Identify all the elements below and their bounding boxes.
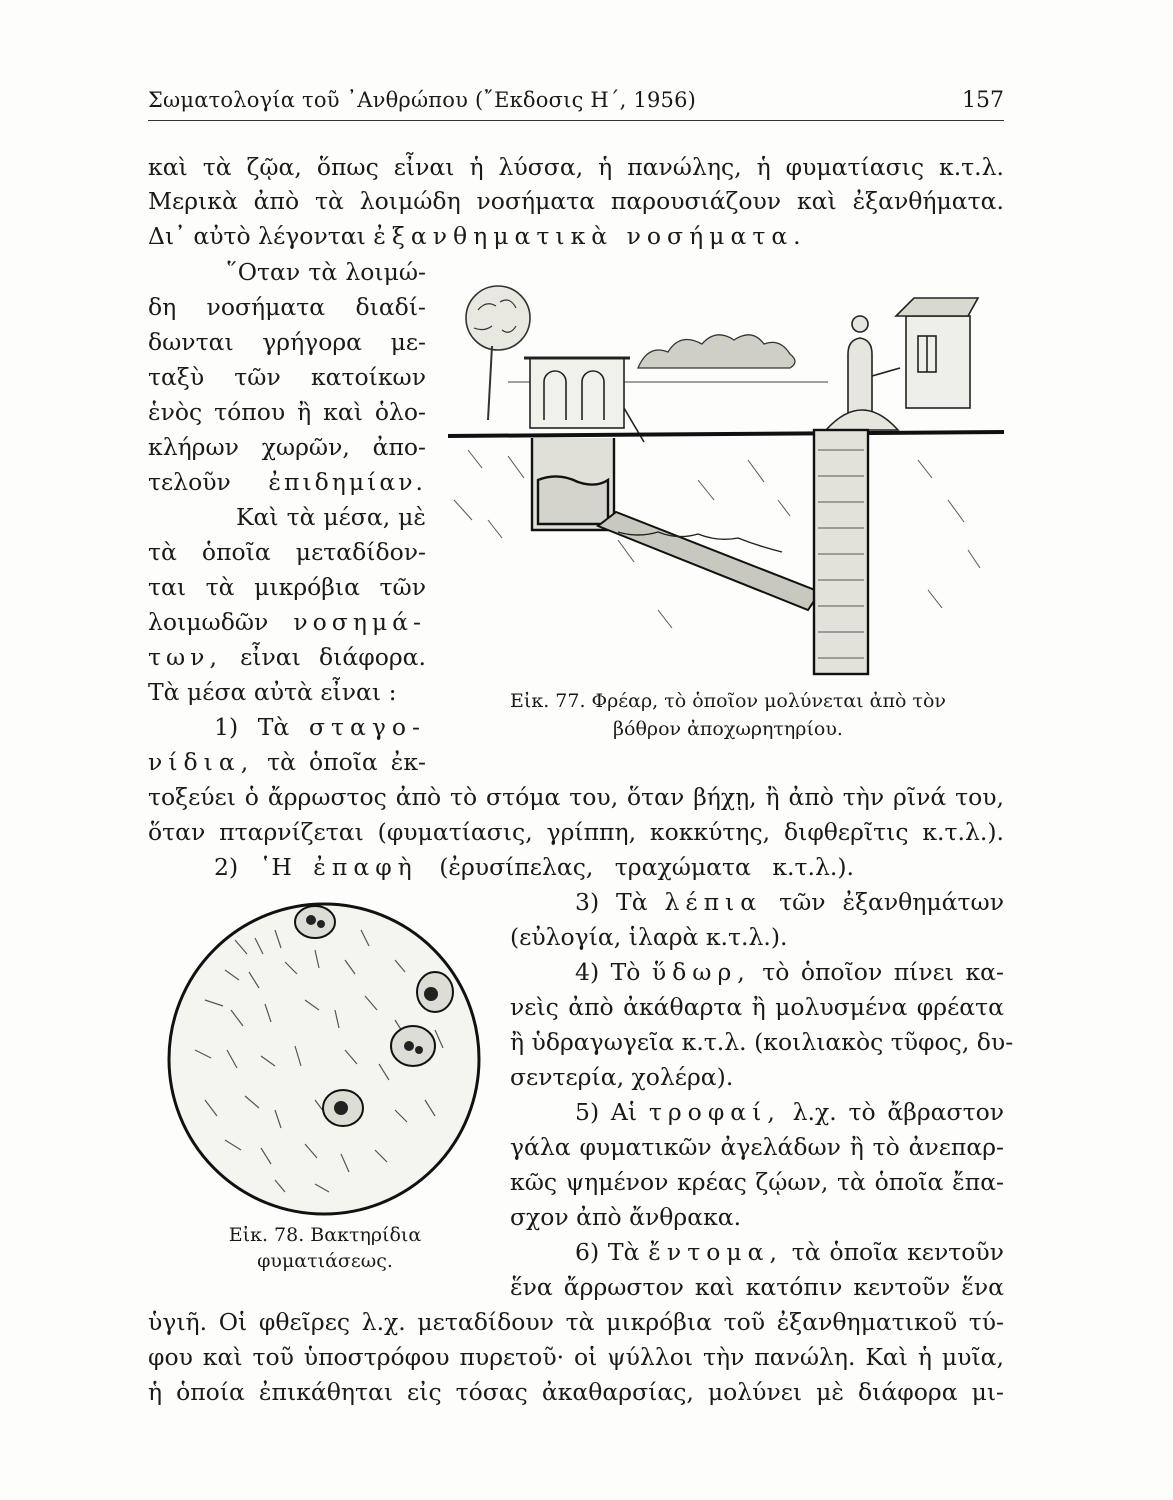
figure-78-caption-line2: φυματιάσεως. [257,1250,393,1272]
text-line: τοξεύει ὁ ἄρρωστος ἀπὸ τὸ στόμα του, ὅταν βήχῃ, ἢ ἀπὸ τὴν ρῖνά του, [148,783,1004,811]
text-line: (εὐλογία, ἱλαρὰ κ.τ.λ.). [510,923,788,951]
text-line: ἡ ὁποία ἐπικάθηται εἰς τόσας ἀκαθαρσίας, μολύνει μὲ διάφορα μι- [148,1378,1004,1406]
spaced-term: λέπια [664,888,763,916]
text-line: κλήρων χωρῶν, ἀπο- [148,433,426,461]
text-line [148,640,426,674]
text-segment: λοιμωδῶν [148,608,269,636]
text-line: καὶ τὰ ζῷα, ὅπως εἶναι ἡ λύσσα, ἡ πανώλης, ἡ φυματίασις κ.τ.λ. [148,153,1004,181]
text-segment: 5) Αἱ [575,1098,638,1126]
text-segment: (ἐρυσίπελας, τραχώματα κ.τ.λ.). [439,853,854,881]
house-drawing [896,298,978,408]
text-line: γάλα φυματικῶν ἀγελάδων ἢ τὸ ἀνεπαρ- [510,1133,1004,1161]
text-line: σεντερία, χολέρα). [510,1063,734,1091]
text-segment: 6) Τὰ [575,1238,640,1266]
pump-drawing [826,316,900,430]
text-line [575,885,1004,919]
text-line: ῞Οταν τὰ λοιμώ- [226,258,426,286]
figure-77-caption-line2: βόθρον ἀποχωρητηρίου. [613,718,843,740]
running-header [148,86,1004,121]
tree-drawing [466,286,530,420]
text-segment: 1) Τὰ [214,713,290,741]
text-line: Καὶ τὰ μέσα, μὲ [236,503,426,531]
ground-surface [448,432,1004,436]
text-line: ταξὺ τῶν κατοίκων [148,363,426,391]
text-segment: τὰ ὁποῖα κεντοῦν [791,1238,1004,1266]
spaced-term: ἐξανθηματικὰ νοσήματα. [373,222,807,250]
spaced-term: ἔντομα, [648,1238,783,1266]
text-line [148,219,878,253]
figure-77-caption-line1: Εἰκ. 77. Φρέαρ, τὸ ὁποῖον μολύνεται ἀπὸ τὸν [510,690,946,712]
text-line: Τὰ μέσα αὐτὰ εἶναι : [148,678,397,706]
spaced-term: των, [148,643,222,671]
cesspit-drawing [532,438,614,530]
text-line: ἢ ὑδραγωγεῖα κ.τ.λ. (κοιλιακὸς τῦφος, δυ- [510,1028,1014,1056]
page-number: 157 [962,88,1004,113]
text-segment: τῶν ἐξανθημάτων [779,888,1004,916]
spaced-term: νοσημά- [293,608,426,636]
text-line [575,1095,1004,1129]
spaced-term: σταγο- [308,713,426,741]
figure-77-illustration [448,280,1004,680]
well-shaft-drawing [814,430,868,674]
spaced-term: ὕδωρ, [651,958,751,986]
text-segment: τὸ ὁποῖον πίνει κα- [762,958,1004,986]
text-line: ται τὰ μικρόβια τῶν [148,573,426,601]
text-segment: 2) ῾Η [214,853,292,881]
text-segment: λ.χ. τὸ ἄβραστον [792,1098,1004,1126]
text-line: δωνται γρήγορα με- [148,328,426,356]
text-line [214,850,854,884]
text-segment: τελοῦν [148,468,231,496]
text-line: φου καὶ τοῦ ὑποστρόφου πυρετοῦ· οἱ ψύλλοι τὴν πανώλη. Καὶ ἡ μυῖα, [148,1343,1004,1371]
text-segment: εἶναι διάφορα. [240,643,426,671]
text-line: δη νοσήματα διαδί- [148,293,426,321]
text-line [214,710,426,744]
text-line: ἑνὸς τόπου ἢ καὶ ὁλο- [148,398,426,426]
spaced-term: ἐπιδημίαν. [268,468,426,496]
text-segment: Δι᾿ αὐτὸ λέγονται [148,222,366,250]
text-line: ὑγιῆ. Οἱ φθεῖρες λ.χ. μεταδίδουν τὰ μικρόβια τοῦ ἐξανθηματικοῦ τύ- [148,1308,1004,1336]
spaced-term: νίδια, [148,748,255,776]
outhouse-drawing [524,358,644,442]
text-line [148,605,426,639]
text-line: τὰ ὁποῖα μεταδίδον- [148,538,426,566]
figure-78-caption-line1: Εἰκ. 78. Βακτηρίδια [228,1224,422,1246]
text-segment: 3) Τὰ [575,888,648,916]
seepage-channel [598,512,820,610]
text-line: σχον ἀπὸ ἄνθρακα. [510,1203,742,1231]
text-line: νεὶς ἀπὸ ἀκάθαρτα ἢ μολυσμένα φρέατα [510,993,1004,1021]
spaced-term: ἐπαφὴ [313,853,418,881]
horizon-bushes [638,335,795,368]
header-title: Σωματολογία τοῦ ᾿Ανθρώπου (῎Εκδοσις Η΄, 1956) [148,88,697,112]
text-line: ἕνα ἄρρωστον καὶ κατόπιν κεντοῦν ἕνα [510,1273,1004,1301]
text-segment: τὰ ὁποῖα ἐκ- [267,748,426,776]
text-line: Μερικὰ ἀπὸ τὰ λοιμώδη νοσήματα παρουσιάζουν καὶ ἐξανθήματα. [148,187,1004,215]
text-segment: 4) Τὸ [575,958,641,986]
spaced-term: τροφαί, [648,1098,781,1126]
text-line [575,1235,1004,1269]
figure-78-illustration [165,900,483,1218]
text-line [148,465,426,499]
text-line [575,955,1004,989]
text-line: ὅταν πταρνίζεται (φυματίασις, γρίππη, κοκκύτης, διφθερῖτις κ.τ.λ.). [148,818,1004,846]
text-line [148,745,426,779]
text-line: κῶς ψημένον κρέας ζῴων, τὰ ὁποῖα ἔπα- [510,1168,1004,1196]
